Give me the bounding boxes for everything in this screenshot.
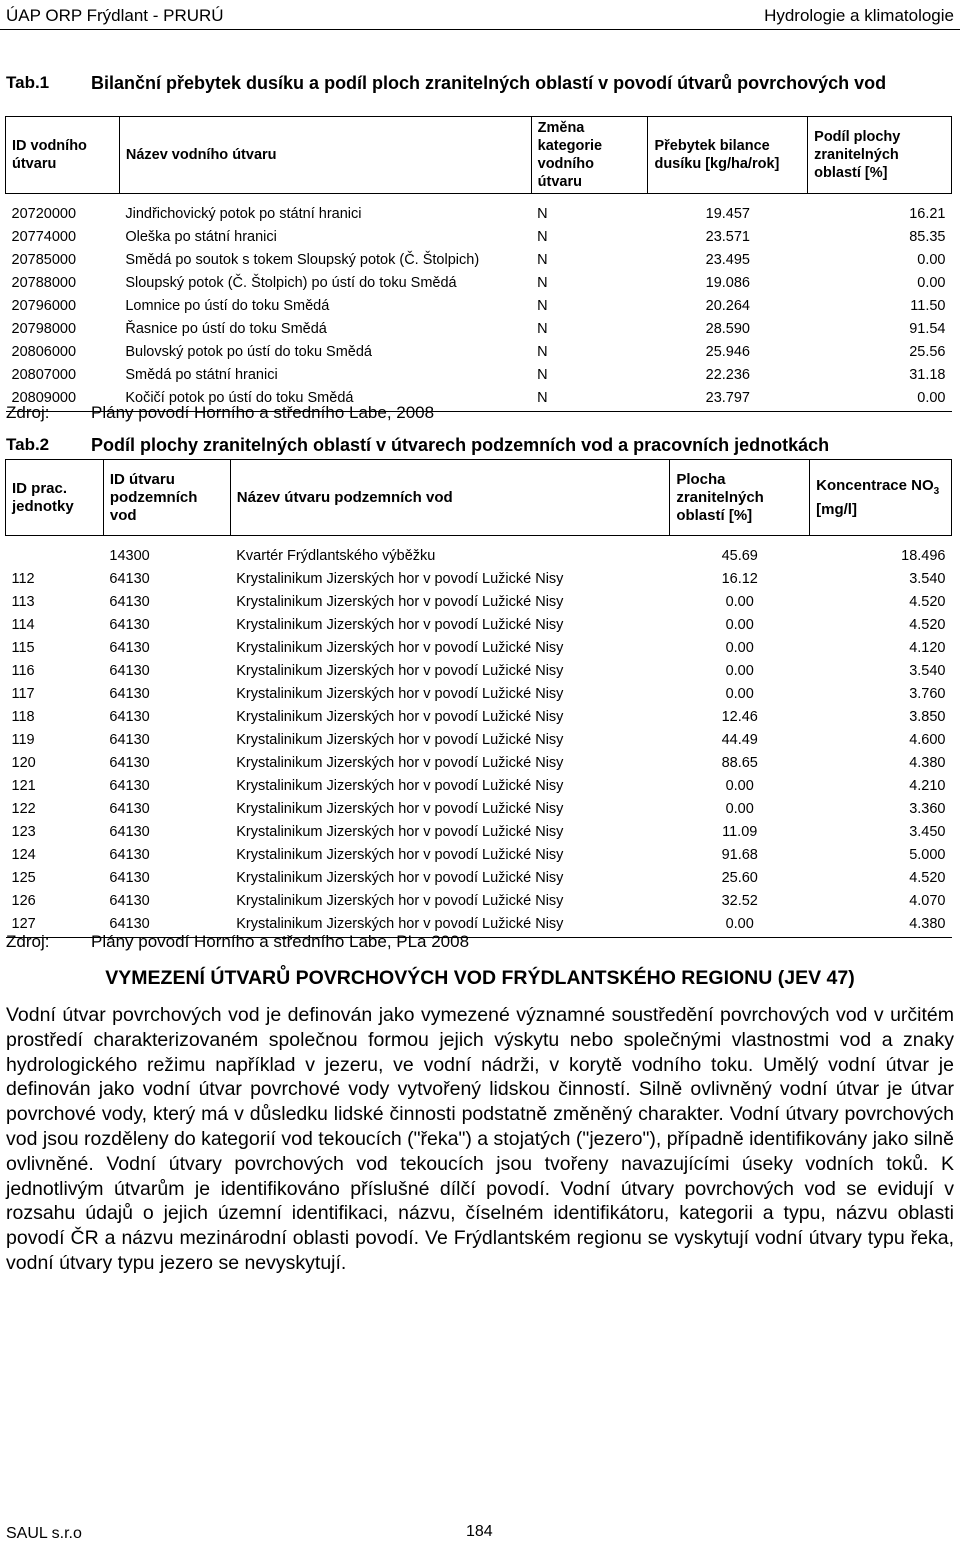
table2-row xyxy=(6,590,952,613)
table1-cell: 0.00 xyxy=(917,251,946,268)
section-heading: VYMEZENÍ ÚTVARŮ POVRCHOVÝCH VOD FRÝDLANTSKÉHO REGIONU (JEV 47) xyxy=(105,967,855,989)
table2-cell: 18.496 xyxy=(901,547,946,564)
table1-cell: N xyxy=(537,297,548,314)
table1-source-text: Plány povodí Horního a středního Labe, 2008 xyxy=(91,403,435,422)
table2-header-cell xyxy=(810,460,952,536)
table2-header-cell: Plocha zranitelných oblastí [%] xyxy=(670,460,810,536)
table2-cell: Krystalinikum Jizerských hor v povodí Lužické Nisy xyxy=(236,777,564,794)
table2-cell: 4.520 xyxy=(909,593,946,610)
table1-row xyxy=(6,294,952,317)
table1-cell: 20806000 xyxy=(11,343,77,360)
table2-row xyxy=(6,843,952,866)
table1-cell: 16.21 xyxy=(909,205,946,222)
table2-cell: Krystalinikum Jizerských hor v povodí Lužické Nisy xyxy=(236,639,564,656)
table1-cell: 20720000 xyxy=(11,205,77,222)
table2-cell: Krystalinikum Jizerských hor v povodí Lužické Nisy xyxy=(236,915,564,932)
table1-cell: Lomnice po ústí do toku Smědá xyxy=(125,297,330,314)
table2-cell: 64130 xyxy=(109,777,150,794)
table2-cell: 4.120 xyxy=(909,639,946,656)
table1-cell: N xyxy=(537,366,548,383)
table1-header-cell: Změna kategorie vodního útvaru xyxy=(531,117,648,194)
table2-cell: Krystalinikum Jizerských hor v povodí Lužické Nisy xyxy=(236,754,564,771)
table1-cell: Smědá po státní hranici xyxy=(125,366,278,383)
table2-cell: 125 xyxy=(11,869,36,886)
table2-cell: 4.520 xyxy=(909,616,946,633)
table2-header-cell: ID prac. jednotky xyxy=(6,460,104,536)
table1-header-cell: Přebytek bilance dusíku [kg/ha/rok] xyxy=(648,117,808,194)
table1-cell: Jindřichovický potok po státní hranici xyxy=(125,205,362,222)
table2-cell: 114 xyxy=(11,616,35,633)
table2-cell: 64130 xyxy=(109,662,150,679)
table2-cell: 0.00 xyxy=(725,616,754,633)
table2-cell: 117 xyxy=(11,685,35,702)
no3-unit: [mg/l] xyxy=(816,500,857,518)
table2-cell: 4.210 xyxy=(909,777,946,794)
table1-cell: N xyxy=(537,389,548,406)
table2-cell: 0.00 xyxy=(725,915,754,932)
table2-cell: 0.00 xyxy=(725,800,754,817)
table2-cell: 88.65 xyxy=(721,754,758,771)
table2-cell: 124 xyxy=(11,846,36,863)
table2-cell: 127 xyxy=(11,915,36,932)
table2 xyxy=(5,459,952,938)
table1-header-cell: ID vodního útvaru xyxy=(6,117,120,194)
table1-source-label: Zdroj: xyxy=(6,403,50,422)
table2-cell: Krystalinikum Jizerských hor v povodí Lužické Nisy xyxy=(236,869,564,886)
table2-row xyxy=(6,774,952,797)
table2-title: Podíl plochy zranitelných oblastí v útvarech podzemních vod a pracovních jednotkách xyxy=(91,435,830,455)
table1-cell: 25.946 xyxy=(705,343,750,360)
table1-cell: 22.236 xyxy=(705,366,750,383)
table2-cell: Krystalinikum Jizerských hor v povodí Lužické Nisy xyxy=(236,662,564,679)
table2-cell: 5.000 xyxy=(909,846,946,863)
header-right: Hydrologie a klimatologie xyxy=(764,6,954,25)
table2-cell: 64130 xyxy=(109,800,150,817)
table2-cell: 3.360 xyxy=(909,800,946,817)
table2-source-text: Plány povodí Horního a středního Labe, PLa 2008 xyxy=(91,932,470,951)
table2-cell: 11.09 xyxy=(722,823,758,840)
table1-cell: 23.797 xyxy=(705,389,750,406)
table2-cell: 121 xyxy=(11,777,36,794)
table2-cell: 115 xyxy=(11,639,35,656)
table2-cell: 44.49 xyxy=(721,731,758,748)
table2-cell: 32.52 xyxy=(721,892,758,909)
table1-cell: 19.457 xyxy=(705,205,750,222)
table2-cell: 118 xyxy=(11,708,35,725)
table1-cell: 20.264 xyxy=(705,297,750,314)
table2-cell: 116 xyxy=(11,662,35,679)
table1-cell: 11.50 xyxy=(910,297,946,314)
table2-cell: 4.380 xyxy=(909,915,946,932)
table1-cell: 20807000 xyxy=(11,366,77,383)
table2-label: Tab.2 xyxy=(6,435,50,454)
table2-cell: 3.760 xyxy=(909,685,946,702)
table2-cell: 45.69 xyxy=(721,547,758,564)
table1-cell: 25.56 xyxy=(909,343,946,360)
table1-cell: N xyxy=(537,320,548,337)
table1-cell: N xyxy=(537,274,548,291)
table2-cell: Krystalinikum Jizerských hor v povodí Lužické Nisy xyxy=(236,685,564,702)
table1-row xyxy=(6,271,952,294)
table1-cell: N xyxy=(537,251,548,268)
table1-cell: N xyxy=(537,205,548,222)
table2-cell: 64130 xyxy=(109,639,150,656)
no3-subscript: 3 xyxy=(933,485,940,497)
table2-cell: 123 xyxy=(11,823,36,840)
table1-cell: Kočičí potok po ústí do toku Smědá xyxy=(125,389,354,406)
table1-cell: Oleška po státní hranici xyxy=(125,228,277,245)
table1-cell: Bulovský potok po ústí do toku Smědá xyxy=(125,343,372,360)
table2-row xyxy=(6,820,952,843)
table2-cell: 16.12 xyxy=(721,570,758,587)
table1 xyxy=(5,116,952,412)
table1-cell: 20788000 xyxy=(11,274,77,291)
table2-cell: 12.46 xyxy=(721,708,758,725)
table2-cell: 64130 xyxy=(109,570,150,587)
table2-row xyxy=(6,751,952,774)
table2-cell: 64130 xyxy=(109,869,150,886)
table1-row xyxy=(6,202,952,225)
table1-title: Bilanční přebytek dusíku a podíl ploch zranitelných oblastí v povodí útvarů povrchových vod xyxy=(91,73,887,93)
table2-cell: 3.450 xyxy=(909,823,946,840)
table2-cell: Krystalinikum Jizerských hor v povodí Lužické Nisy xyxy=(236,823,564,840)
table2-cell: 120 xyxy=(11,754,36,771)
table2-cell: 64130 xyxy=(109,754,150,771)
table2-cell: Kvartér Frýdlantského výběžku xyxy=(236,547,436,564)
table2-cell: 0.00 xyxy=(725,685,754,702)
table2-header-row xyxy=(6,460,952,536)
table2-cell: 4.070 xyxy=(909,892,946,909)
table2-cell xyxy=(6,544,104,567)
table1-row xyxy=(6,340,952,363)
table2-cell: 0.00 xyxy=(725,662,754,679)
section-paragraph: Vodní útvar povrchových vod je definován jako vymezené významné soustředění povrchových vod v určitém prostředí charakterizovaném společnou formou jejich výskytu nebo společnými vlastnostmi vod a znaky hydrologického režimu například v jezeru, ve vodní nádrži, v korytě vodního toku. Umělý vodní útvar je definován jako vodní útvar povrchové vody vytvořený lidskou činností. Silně ovlivněný vodní útvar je útvar povrchové vody, který má v důsledku lidské činnosti podstatně změněný charakter. Vodní útvary povrchových vod jsou rozděleny do kategorií vod tekoucích ("řeka") a stojatých ("jezero"), případně identifikovány jako silně ovlivněné. Vodní útvary povrchových vod tekoucích jsou tvořeny navazujícími úseky vodních toků. K jednotlivým útvarům je identifikováno příslušné dílčí povodí. Vodní útvary povrchových vod se evidují v rozsahu údajů o jejich územní identifikaci, názvu, číselném identifikátoru, kategorii a typu, názvu oblasti povodí ČR a názvu mezinárodní oblasti povodí. Ve Frýdlantském regionu se vyskytují vodní útvary typu řeka, vodní útvary typu jezero se nevyskytují. xyxy=(6,1004,954,1274)
table2-cell: 3.540 xyxy=(909,662,946,679)
table2-cell: 64130 xyxy=(109,708,150,725)
table2-row xyxy=(6,544,952,567)
table1-cell: 23.495 xyxy=(705,251,750,268)
table1-cell: 85.35 xyxy=(909,228,946,245)
table2-row xyxy=(6,682,952,705)
table2-cell: 64130 xyxy=(109,685,150,702)
table1-cell: 20774000 xyxy=(11,228,77,245)
table2-cell: 25.60 xyxy=(721,869,758,886)
table1-cell: Smědá po soutok s tokem Sloupský potok (Č. Štolpich) xyxy=(125,251,480,268)
table2-cell: 3.540 xyxy=(909,570,946,587)
table1-cell: 20809000 xyxy=(11,389,77,406)
table2-cell: 0.00 xyxy=(725,639,754,656)
table1-row xyxy=(6,248,952,271)
table1-cell: 31.18 xyxy=(909,366,946,383)
table2-row xyxy=(6,797,952,820)
table1-cell: N xyxy=(537,228,548,245)
table2-cell: Krystalinikum Jizerských hor v povodí Lužické Nisy xyxy=(236,593,564,610)
table2-cell: Krystalinikum Jizerských hor v povodí Lužické Nisy xyxy=(236,892,564,909)
table2-row xyxy=(6,636,952,659)
table1-cell: 91.54 xyxy=(909,320,946,337)
table2-cell: 0.00 xyxy=(725,593,754,610)
table1-label: Tab.1 xyxy=(6,73,50,92)
table2-cell: 113 xyxy=(11,593,35,610)
table2-row xyxy=(6,866,952,889)
table2-cell: 3.850 xyxy=(909,708,946,725)
table1-cell: N xyxy=(537,343,548,360)
table1-cell: 20798000 xyxy=(11,320,77,337)
table2-cell: 64130 xyxy=(109,846,150,863)
table2-header-cell: ID útvaru podzemních vod xyxy=(103,460,230,536)
table2-cell: 119 xyxy=(11,731,35,748)
table2-header-cell: Název útvaru podzemních vod xyxy=(230,460,670,536)
table1-row xyxy=(6,225,952,248)
table1-cell: 19.086 xyxy=(705,274,750,291)
table1-cell: 0.00 xyxy=(917,274,946,291)
table2-cell: Krystalinikum Jizerských hor v povodí Lužické Nisy xyxy=(236,708,564,725)
table1-row xyxy=(6,317,952,340)
table2-row xyxy=(6,889,952,912)
table1-row xyxy=(6,363,952,386)
table2-cell: 126 xyxy=(11,892,36,909)
table2-cell: Krystalinikum Jizerských hor v povodí Lužické Nisy xyxy=(236,800,564,817)
footer-page-number: 184 xyxy=(466,1523,493,1540)
table1-header-row xyxy=(6,117,952,194)
table1-cell: 20785000 xyxy=(11,251,77,268)
table2-cell: 64130 xyxy=(109,593,150,610)
table2-cell: Krystalinikum Jizerských hor v povodí Lužické Nisy xyxy=(236,846,564,863)
table2-row xyxy=(6,728,952,751)
table2-cell: Krystalinikum Jizerských hor v povodí Lužické Nisy xyxy=(236,616,564,633)
header-left: ÚAP ORP Frýdlant - PRURÚ xyxy=(6,6,224,25)
table2-cell: 64130 xyxy=(109,823,150,840)
table2-cell: 64130 xyxy=(109,915,150,932)
table1-cell: 0.00 xyxy=(917,389,946,406)
table2-cell: 4.600 xyxy=(909,731,946,748)
page-header xyxy=(0,3,960,30)
footer-company: SAUL s.r.o xyxy=(6,1525,82,1542)
table2-row xyxy=(6,705,952,728)
table2-row xyxy=(6,567,952,590)
table2-cell: 14300 xyxy=(109,547,150,564)
table2-cell: 64130 xyxy=(109,731,150,748)
table1-cell: Řasnice po ústí do toku Smědá xyxy=(125,320,327,337)
table1-cell: 23.571 xyxy=(705,228,750,245)
table1-cell: 28.590 xyxy=(705,320,750,337)
table2-cell: 122 xyxy=(11,800,36,817)
table2-cell: 64130 xyxy=(109,892,150,909)
table2-cell: 4.520 xyxy=(909,869,946,886)
table2-cell: 4.380 xyxy=(909,754,946,771)
table1-header-cell: Název vodního útvaru xyxy=(119,117,531,194)
table2-cell: Krystalinikum Jizerských hor v povodí Lužické Nisy xyxy=(236,731,564,748)
table1-header-cell: Podíl plochy zranitelných oblastí [%] xyxy=(808,117,952,194)
table2-source-label: Zdroj: xyxy=(6,932,50,951)
table2-cell: 112 xyxy=(11,570,35,587)
no3-label: Koncentrace NO xyxy=(816,476,934,494)
table1-cell: Sloupský potok (Č. Štolpich) po ústí do toku Smědá xyxy=(125,274,457,291)
table2-cell: Krystalinikum Jizerských hor v povodí Lužické Nisy xyxy=(236,570,564,587)
table2-row xyxy=(6,659,952,682)
table2-cell: 64130 xyxy=(109,616,150,633)
table1-cell: 20796000 xyxy=(11,297,77,314)
table2-cell: 0.00 xyxy=(725,777,754,794)
table2-row xyxy=(6,613,952,636)
table2-cell: 91.68 xyxy=(721,846,758,863)
